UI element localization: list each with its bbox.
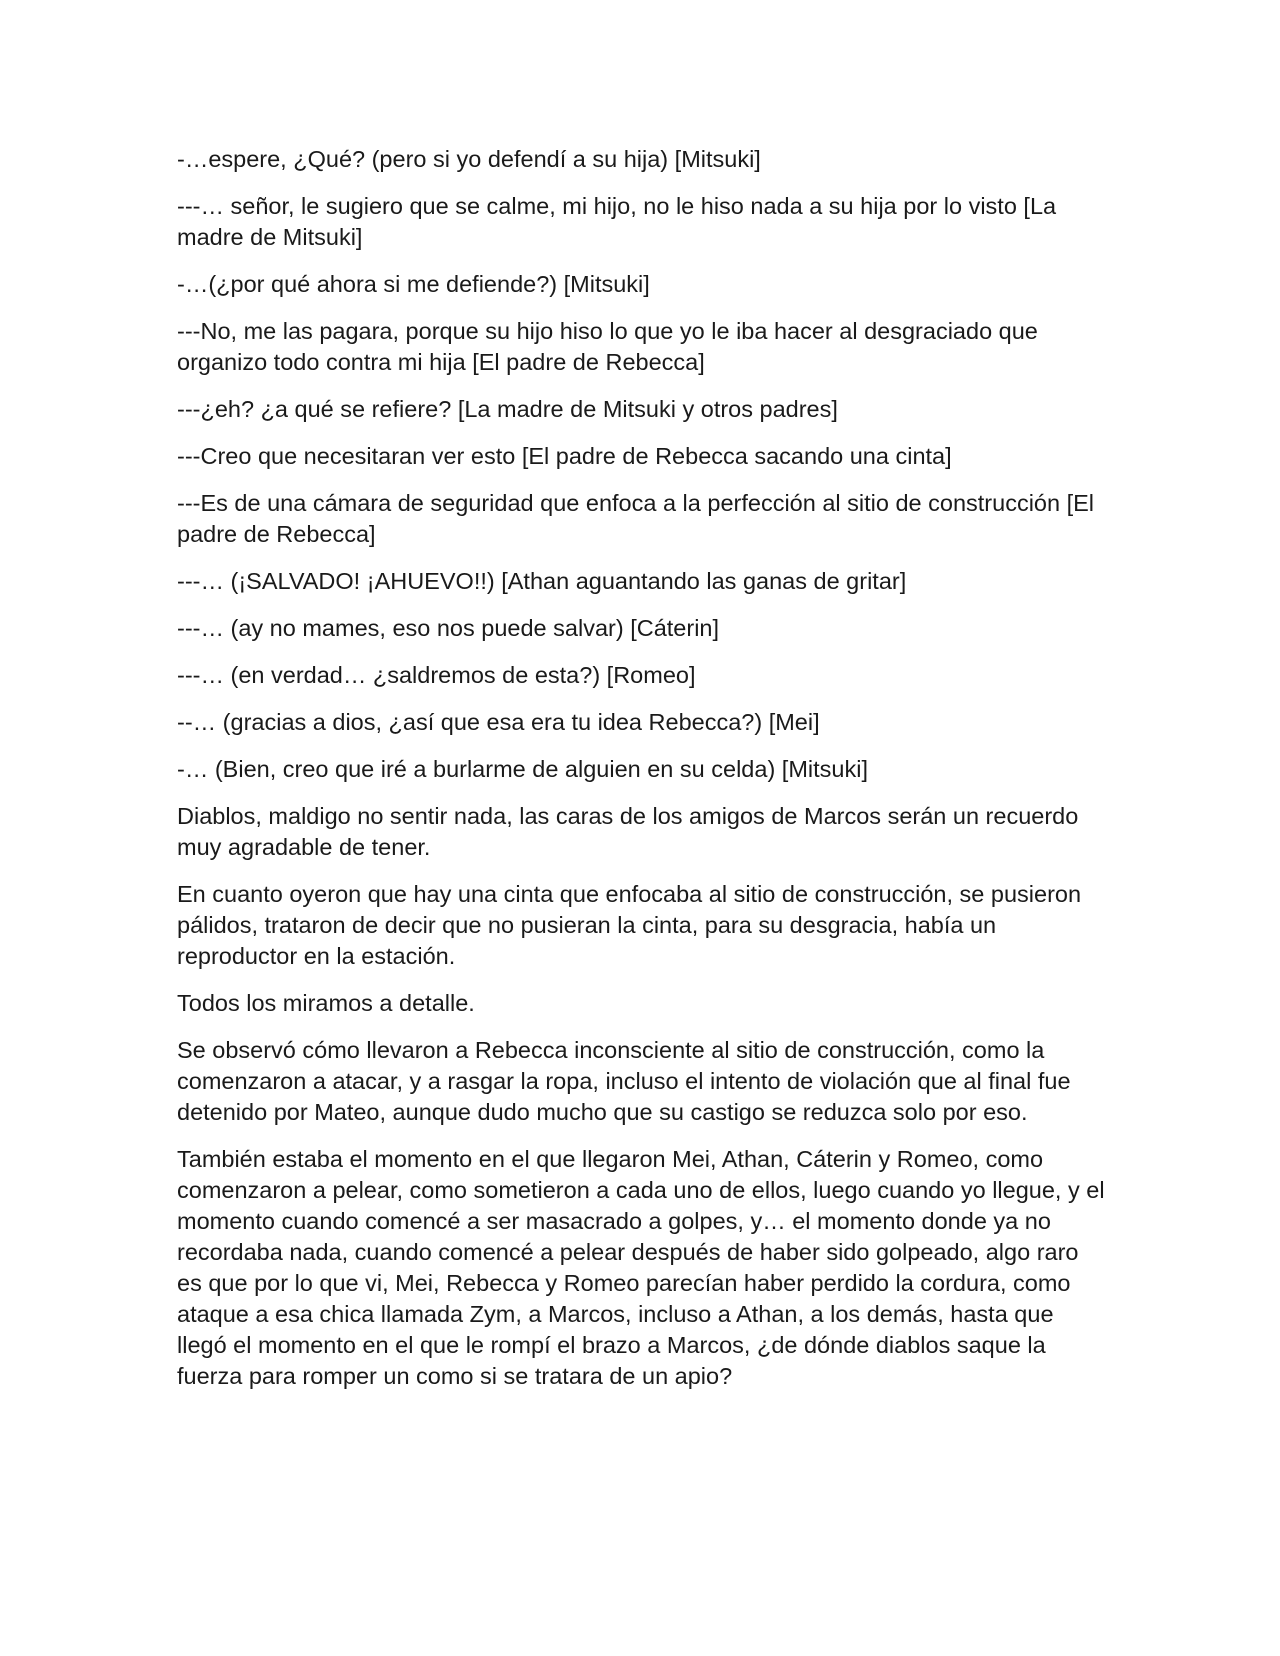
narrative-paragraph: Se observó cómo llevaron a Rebecca inconsciente al sitio de construcción, como la comenzaron a atacar, y a rasgar la ropa, incluso el intento de violación que al final fue detenido por Mateo, aunque dudo mucho que su castigo se reduzca solo por eso.	[177, 1037, 1071, 1125]
narrative-paragraph: En cuanto oyeron que hay una cinta que enfocaba al sitio de construcción, se pusieron pálidos, trataron de decir que no pusieran la cinta, para su desgracia, había un reproductor en la estación.	[177, 881, 1082, 969]
dialogue-line: ---Es de una cámara de seguridad que enfoca a la perfección al sitio de construcción [El padre de Rebecca]	[177, 490, 1095, 547]
document-body	[177, 144, 1107, 1408]
narrative-paragraph: Diablos, maldigo no sentir nada, las caras de los amigos de Marcos serán un recuerdo muy agradable de tener.	[177, 803, 1079, 860]
dialogue-line: ---No, me las pagara, porque su hijo hiso lo que yo le iba hacer al desgraciado que organizo todo contra mi hija [El padre de Rebecca]	[177, 318, 1038, 375]
narrative-paragraph: Todos los miramos a detalle.	[177, 990, 475, 1016]
dialogue-line: ---Creo que necesitaran ver esto [El padre de Rebecca sacando una cinta]	[177, 443, 952, 469]
dialogue-line: ---… (en verdad… ¿saldremos de esta?) [Romeo]	[177, 662, 696, 688]
dialogue-line: -…(¿por qué ahora si me defiende?) [Mitsuki]	[177, 271, 650, 297]
narrative-paragraph: También estaba el momento en el que llegaron Mei, Athan, Cáterin y Romeo, como comenzaron a pelear, como sometieron a cada uno de ellos, luego cuando yo llegue, y el momento cuando comencé a ser masacrado a golpes, y… el momento donde ya no recordaba nada, cuando comencé a pelear después de haber sido golpeado, algo raro es que por lo que vi, Mei, Rebecca y Romeo parecían haber perdido la cordura, como ataque a esa chica llamada Zym, a Marcos, incluso a Athan, a los demás, hasta que llegó el momento en el que le rompí el brazo a Marcos, ¿de dónde diablos saque la fuerza para romper un como si se tratara de un apio?	[177, 1146, 1105, 1389]
dialogue-line: ---… señor, le sugiero que se calme, mi hijo, no le hiso nada a su hija por lo visto [La madre de Mitsuki]	[177, 193, 1057, 250]
dialogue-line: ---… (¡SALVADO! ¡AHUEVO!!) [Athan aguantando las ganas de gritar]	[177, 568, 907, 594]
dialogue-line: ---¿eh? ¿a qué se refiere? [La madre de Mitsuki y otros padres]	[177, 396, 838, 422]
dialogue-line: -… (Bien, creo que iré a burlarme de alguien en su celda) [Mitsuki]	[177, 756, 868, 782]
dialogue-line: ---… (ay no mames, eso nos puede salvar) [Cáterin]	[177, 615, 720, 641]
dialogue-line: --… (gracias a dios, ¿así que esa era tu idea Rebecca?) [Mei]	[177, 709, 820, 735]
dialogue-line: -…espere, ¿Qué? (pero si yo defendí a su hija) [Mitsuki]	[177, 146, 761, 172]
